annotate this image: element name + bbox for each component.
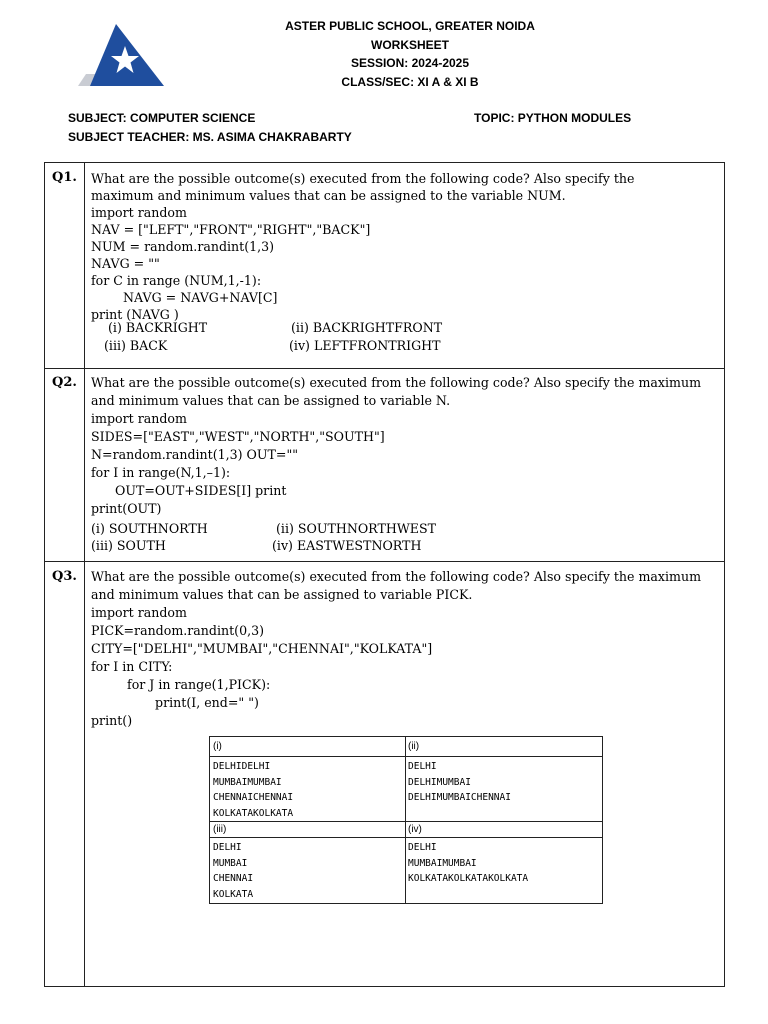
option-content-i: DELHIDELHI MUMBAIMUMBAI CHENNAICHENNAI KOLKATAKOLKATA	[213, 761, 294, 819]
worksheet-header	[200, 17, 620, 91]
school-name: ASTER PUBLIC SCHOOL, GREATER NOIDA	[285, 19, 535, 33]
option-label-iv: (iv)	[408, 824, 422, 835]
class-section: CLASS/SEC: XI A & XI B	[341, 74, 479, 89]
question-3-text: What are the possible outcome(s) executed from the following code? Also specify the maximum and minimum values that can be assigned to variable PICK. import random PICK=random.randint(0,3) CITY=["DELHI","MUMBAI","CHENNAI","KOLKATA"] for I in CITY: for J in range(1,PICK): print(I, end=" ") print()	[91, 569, 702, 728]
session: SESSION: 2024-2025	[350, 56, 470, 70]
question-number-1: Q1.	[52, 170, 77, 185]
row-divider	[210, 821, 602, 822]
option-content-ii: DELHI DELHIMUMBAI DELHIMUMBAICHENNAI	[408, 761, 511, 803]
option-iv: (iv) EASTWESTNORTH	[272, 538, 422, 553]
question-1-text: What are the possible outcome(s) executed from the following code? Also specify the maximum and minimum values that can be assigned to the variable NUM. import random NAV = ["LEFT","FRONT","RIGHT","BACK"] NUM = random.randint(1,3) NAVG = "" for C in range (NUM,1,-1): NAVG = NAVG+NAV[C] print (NAVG )	[91, 171, 635, 322]
question-3-options-table	[209, 736, 603, 904]
topic: TOPIC: PYTHON MODULES	[474, 111, 632, 125]
subject: SUBJECT: COMPUTER SCIENCE	[68, 111, 256, 125]
row-divider	[210, 756, 602, 757]
row-divider	[45, 561, 724, 562]
option-label-iii: (iii)	[213, 824, 227, 835]
question-2-text: What are the possible outcome(s) executed from the following code? Also specify the maximum and minimum values that can be assigned to variable N. import random SIDES=["EAST","WEST","NORTH","SOUTH"] N=random.randint(1,3) OUT="" for I in range(N,1,–1): OUT=OUT+SIDES[I] print print(OUT)	[91, 375, 702, 516]
question-number-2: Q2.	[52, 375, 77, 390]
option-iii: (iii) SOUTH	[91, 538, 166, 553]
option-label-i: (i)	[213, 741, 222, 752]
school-logo	[78, 24, 164, 88]
option-ii: (ii) SOUTHNORTHWEST	[276, 521, 436, 536]
option-i: (i) BACKRIGHT	[108, 320, 208, 335]
question-2-options	[45, 163, 724, 561]
row-divider	[210, 837, 602, 838]
option-label-ii: (ii)	[408, 741, 420, 752]
option-iii: (iii) BACK	[104, 338, 168, 353]
document-type: WORKSHEET	[371, 37, 449, 52]
option-i: (i) SOUTHNORTH	[91, 521, 208, 536]
option-content-iv: DELHI MUMBAIMUMBAI KOLKATAKOLKATAKOLKATA	[408, 842, 529, 884]
option-iv: (iv) LEFTFRONTRIGHT	[289, 338, 441, 353]
option-ii: (ii) BACKRIGHTFRONT	[291, 320, 443, 335]
subject-teacher: SUBJECT TEACHER: MS. ASIMA CHAKRABARTY	[68, 130, 352, 144]
option-content-iii: DELHI MUMBAI CHENNAI KOLKATA	[213, 842, 254, 900]
question-number-3: Q3.	[52, 569, 77, 584]
column-divider	[405, 737, 406, 903]
